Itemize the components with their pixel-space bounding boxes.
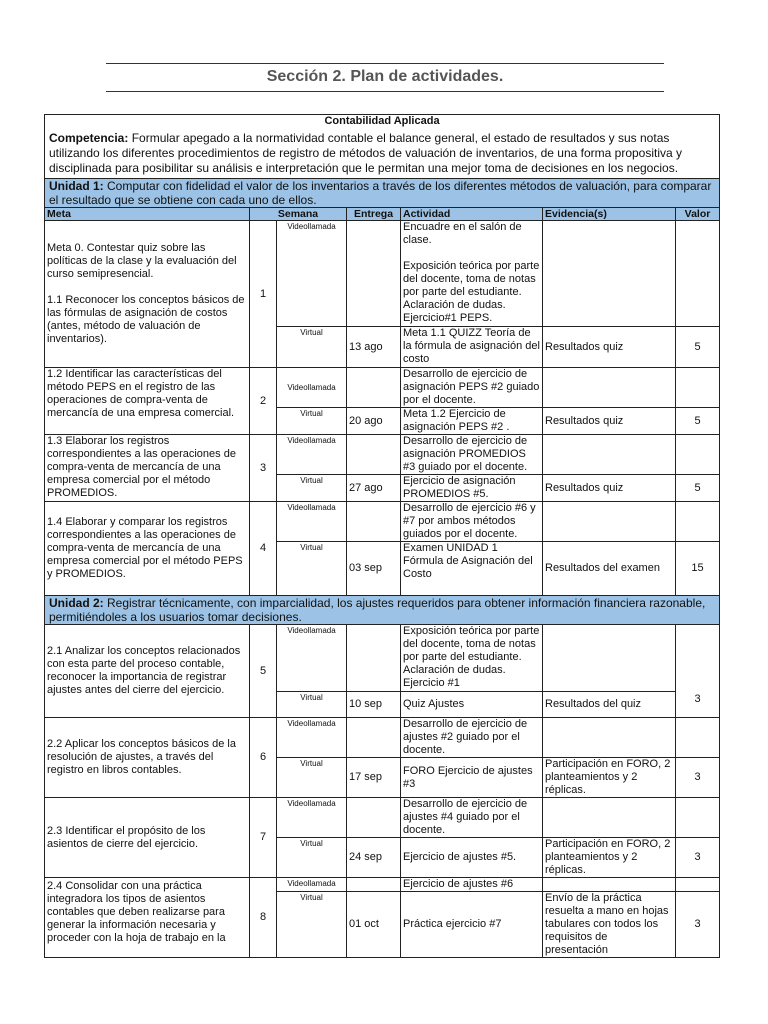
activity-cell: Examen UNIDAD 1 Fórmula de Asignación del Costo [401,542,543,596]
valor-cell: 3 [676,892,720,958]
mode-virtual: Virtual [277,327,347,368]
week-number: 7 [250,798,277,878]
week-number: 8 [250,878,277,958]
mode-virtual: Virtual [277,408,347,435]
valor-cell: 5 [676,327,720,368]
meta-cell: 1.2 Identificar las características del método PEPS en el registro de las operaciones de compra-venta de mercancía de una empresa comercial. [45,368,250,435]
unit-1-text: Computar con fidelidad el valor de los inventarios a través de los diferentes métodos de valuación, para comparar el resultado que se obtiene con cada uno de ellos. [49,179,712,207]
activity-cell: Encuadre en el salón de clase. Exposición teórica por parte del docente, toma de notas por parte del estudiante. Aclaración de dudas. Ejercicio#1 PEPS. [401,221,543,327]
week-number: 1 [250,221,277,368]
entrega-date: 01 oct [347,892,401,958]
activity-cell: Ejercicio de ajustes #5. [401,838,543,878]
valor-cell: 15 [676,542,720,596]
evidencia-cell [543,878,676,892]
activity-cell: Ejercicio de asignación PROMEDIOS #5. [401,475,543,502]
evidencia-cell: Resultados quiz [543,475,676,502]
competencia-block [45,131,720,179]
week-number: 5 [250,625,277,718]
evidencia-cell [543,368,676,408]
mode-videollamada: Videollamada [277,368,347,408]
entrega-date: 03 sep [347,542,401,596]
valor-cell: 5 [676,475,720,502]
entrega-cell [347,368,401,408]
unit-2-text: Registrar técnicamente, con imparcialidad, los ajustes requeridos para obtener información financiera razonable, permitiéndoles a los usuarios tomar decisiones. [49,596,706,624]
evidencia-cell [543,221,676,327]
unit-1-label: Unidad 1: [49,179,104,193]
mode-virtual: Virtual [277,475,347,502]
activity-cell: Quiz Ajustes [401,692,543,718]
title-bottom-rule [106,91,664,92]
valor-cell: 3 [676,758,720,798]
mode-videollamada: Videollamada [277,718,347,758]
header-meta: Meta [45,208,250,221]
activity-cell: FORO Ejercicio de ajustes #3 [401,758,543,798]
entrega-cell [347,435,401,475]
evidencia-cell: Envío de la práctica resuelta a mano en hojas tabulares con todos los requisitos de presentación [543,892,676,958]
entrega-date: 10 sep [347,692,401,718]
valor-cell [676,878,720,892]
mode-videollamada: Videollamada [277,878,347,892]
section-title: Sección 2. Plan de actividades. [266,68,504,85]
mode-videollamada: Videollamada [277,221,347,327]
unit-1-banner [45,179,720,208]
entrega-cell [347,502,401,542]
activity-plan-table [44,114,720,958]
mode-videollamada: Videollamada [277,502,347,542]
activity-cell: Exposición teórica por parte del docente, toma de notas por parte del estudiante. Aclaración de dudas. Ejercicio #1 [401,625,543,692]
valor-cell [676,502,720,542]
meta-cell: 2.4 Consolidar con una práctica integradora los tipos de asientos contables que deben realizarse para generar la información necesaria y proceder con la hoja de trabajo en la [45,878,250,958]
activity-cell: Desarrollo de ejercicio de ajustes #2 guiado por el docente. [401,718,543,758]
mode-virtual: Virtual [277,892,347,958]
entrega-cell [347,718,401,758]
activity-cell: Práctica ejercicio #7 [401,892,543,958]
entrega-date: 13 ago [347,327,401,368]
evidencia-cell: Participación en FORO, 2 planteamientos y 2 réplicas. [543,758,676,798]
entrega-cell [347,625,401,692]
evidencia-cell [543,625,676,692]
mode-virtual: Virtual [277,838,347,878]
meta-cell: 1.4 Elaborar y comparar los registros correspondientes a las operaciones de compra-venta de mercancía de una empresa comercial por el método PEPS y PROMEDIOS. [45,502,250,596]
header-evidencia: Evidencia(s) [543,208,676,221]
activity-cell: Meta 1.1 QUIZZ Teoría de la fórmula de asignación del costo [401,327,543,368]
evidencia-cell: Resultados del quiz [543,692,676,718]
evidencia-cell [543,798,676,838]
week-number: 4 [250,502,277,596]
entrega-date: 20 ago [347,408,401,435]
meta-cell: 2.1 Analizar los conceptos relacionados con esta parte del proceso contable, reconocer la importancia de registrar ajustes antes del cierre del ejercicio. [45,625,250,718]
week-number: 2 [250,368,277,435]
mode-virtual: Virtual [277,542,347,596]
entrega-date: 27 ago [347,475,401,502]
meta-cell: 1.3 Elaborar los registros correspondientes a las operaciones de compra-venta de mercancía de una empresa comercial por el método PROMEDIOS. [45,435,250,502]
mode-virtual: Virtual [277,758,347,798]
week-number: 3 [250,435,277,502]
evidencia-cell: Resultados quiz [543,408,676,435]
unit-2-banner [45,596,720,625]
activity-cell: Meta 1.2 Ejercicio de asignación PEPS #2 . [401,408,543,435]
valor-cell: 5 [676,408,720,435]
evidencia-cell [543,435,676,475]
competencia-text: Formular apegado a la normatividad contable el balance general, el estado de resultados y sus notas utilizando los diferentes procedimientos de registro de métodos de valuación de inventarios, de una forma propositiva y disciplinada para posibilitar su análisis e interpretación que le permitan una mejor toma de decisiones en los negocios. [49,130,683,175]
mode-videollamada: Videollamada [277,798,347,838]
mode-videollamada: Videollamada [277,435,347,475]
valor-cell [676,368,720,408]
entrega-date: 24 sep [347,838,401,878]
valor-cell: 3 [676,625,720,718]
header-actividad: Actividad [401,208,543,221]
activity-cell: Desarrollo de ejercicio #6 y #7 por ambos métodos guiados por el docente. [401,502,543,542]
valor-cell [676,221,720,327]
header-valor: Valor [676,208,720,221]
course-title: Contabilidad Aplicada [45,115,720,131]
evidencia-cell: Resultados quiz [543,327,676,368]
meta-cell: 2.2 Aplicar los conceptos básicos de la resolución de ajustes, a través del registro en libros contables. [45,718,250,798]
valor-cell [676,718,720,758]
activity-cell: Desarrollo de ejercicio de asignación PROMEDIOS #3 guiado por el docente. [401,435,543,475]
meta-cell: 2.3 Identificar el propósito de los asientos de cierre del ejercicio. [45,798,250,878]
entrega-cell [347,878,401,892]
valor-cell: 3 [676,838,720,878]
header-semana: Semana [250,208,347,221]
week-number: 6 [250,718,277,798]
valor-cell [676,435,720,475]
meta-cell: Meta 0. Contestar quiz sobre las políticas de la clase y la evaluación del curso semipresencial. 1.1 Reconocer los conceptos básicos de las fórmulas de asignación de costos (antes, método de valuación de inventarios). [45,221,250,368]
evidencia-cell: Participación en FORO, 2 planteamientos y 2 réplicas. [543,838,676,878]
entrega-date: 17 sep [347,758,401,798]
mode-virtual: Virtual [277,692,347,718]
evidencia-cell [543,718,676,758]
valor-cell [676,798,720,838]
unit-2-label: Unidad 2: [49,596,104,610]
activity-cell: Ejercicio de ajustes #6 [401,878,543,892]
entrega-cell [347,221,401,327]
entrega-cell [347,798,401,838]
activity-cell: Desarrollo de ejercicio de asignación PEPS #2 guiado por el docente. [401,368,543,408]
header-entrega: Entrega [347,208,401,221]
evidencia-cell: Resultados del examen [543,542,676,596]
activity-cell: Desarrollo de ejercicio de ajustes #4 guiado por el docente. [401,798,543,838]
competencia-label: Competencia: [49,130,129,145]
evidencia-cell [543,502,676,542]
mode-videollamada: Videollamada [277,625,347,692]
